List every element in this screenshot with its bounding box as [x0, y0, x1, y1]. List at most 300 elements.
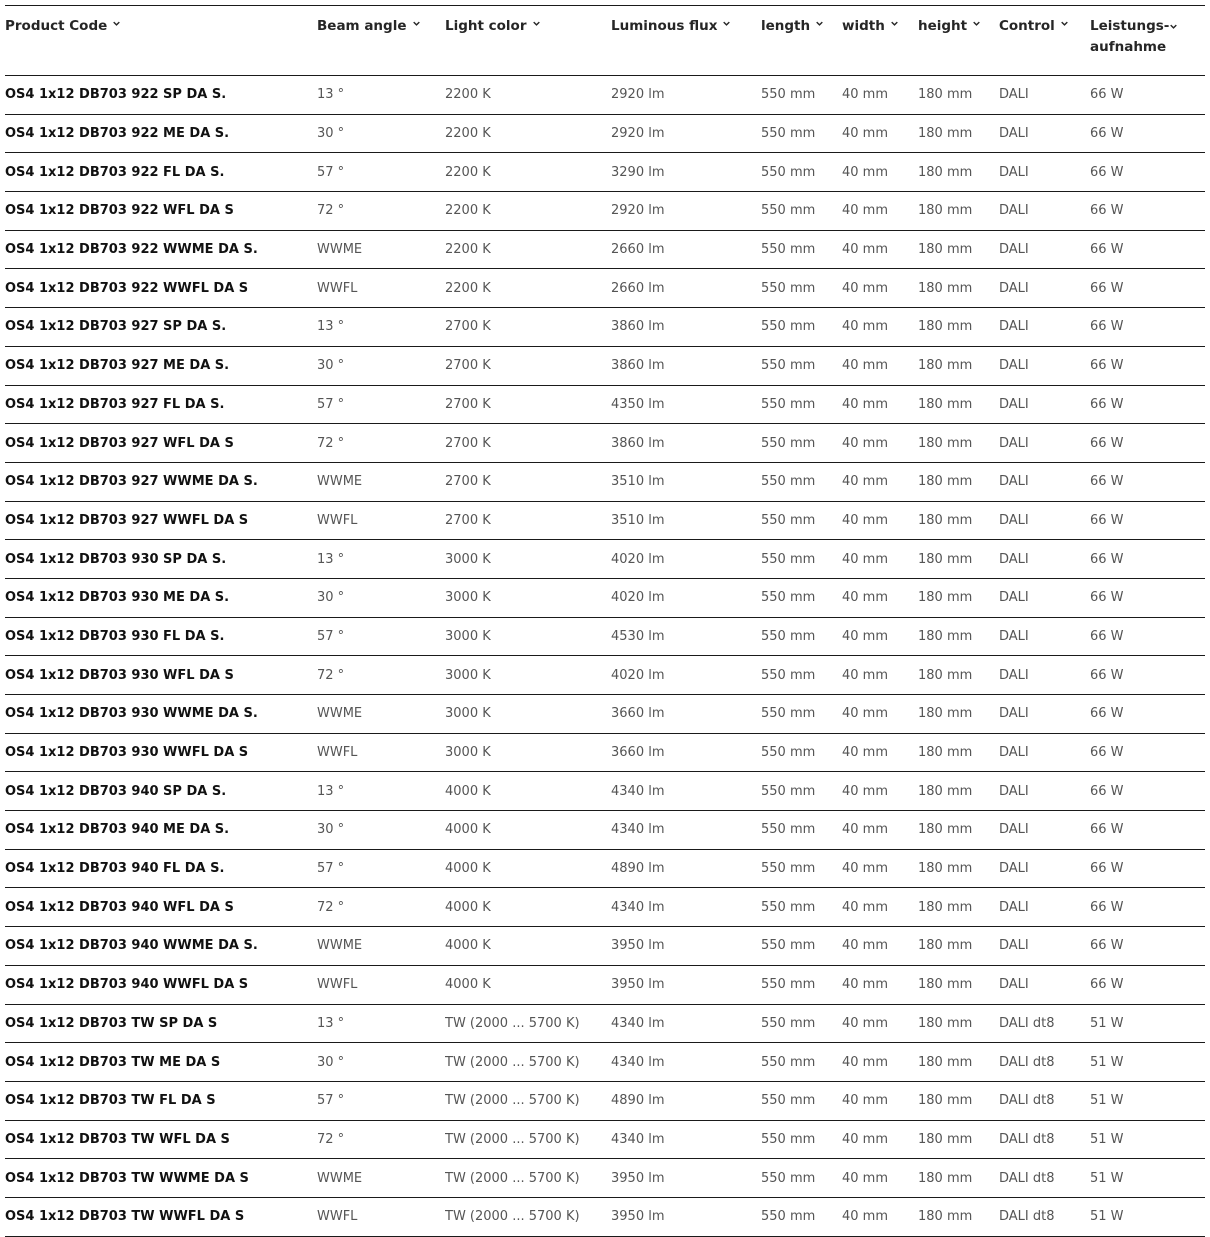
cell-leistungsaufnahme: 66 W — [1090, 628, 1124, 644]
cell-luminous-flux: 4340 lm — [611, 1054, 665, 1070]
cell-length: 550 mm — [761, 861, 816, 877]
cell-leistungsaufnahme: 66 W — [1090, 745, 1124, 761]
table-row — [5, 578, 1205, 617]
cell-product-code: OS4 1x12 DB703 940 WWFL DA S — [5, 977, 249, 993]
cell-height: 180 mm — [918, 87, 973, 103]
cell-width: 40 mm — [842, 126, 889, 142]
table-row — [5, 114, 1205, 153]
cell-leistungsaufnahme: 66 W — [1090, 512, 1124, 528]
cell-product-code: OS4 1x12 DB703 940 WFL DA S — [5, 899, 234, 915]
cell-leistungsaufnahme: 66 W — [1090, 358, 1124, 374]
cell-luminous-flux: 3860 lm — [611, 435, 665, 451]
cell-length: 550 mm — [761, 551, 816, 567]
table-header — [5, 6, 1205, 76]
cell-control: DALI — [999, 938, 1029, 954]
cell-beam-angle: 30 ° — [317, 1054, 345, 1070]
cell-leistungsaufnahme: 66 W — [1090, 126, 1124, 142]
cell-luminous-flux: 3950 lm — [611, 977, 665, 993]
cell-light-color: TW (2000 ... 5700 K) — [445, 1093, 580, 1109]
cell-height: 180 mm — [918, 126, 973, 142]
cell-product-code: OS4 1x12 DB703 TW FL DA S — [5, 1093, 216, 1109]
cell-width: 40 mm — [842, 628, 889, 644]
table-row — [5, 192, 1205, 231]
cell-luminous-flux: 4340 lm — [611, 783, 665, 799]
cell-length: 550 mm — [761, 1170, 816, 1186]
cell-luminous-flux: 4340 lm — [611, 1131, 665, 1147]
cell-height: 180 mm — [918, 861, 973, 877]
table-row — [5, 501, 1205, 540]
cell-control: DALI — [999, 745, 1029, 761]
cell-control: DALI — [999, 899, 1029, 915]
cell-leistungsaufnahme: 51 W — [1090, 1170, 1124, 1186]
table-row — [5, 153, 1205, 192]
cell-length: 550 mm — [761, 242, 816, 258]
table-row — [5, 1159, 1205, 1198]
cell-beam-angle: WWME — [317, 1170, 363, 1186]
cell-height: 180 mm — [918, 590, 973, 606]
cell-height: 180 mm — [918, 977, 973, 993]
product-table — [5, 5, 1205, 1237]
cell-width: 40 mm — [842, 319, 889, 335]
cell-product-code: OS4 1x12 DB703 922 ME DA S. — [5, 126, 230, 142]
cell-control: DALI — [999, 242, 1029, 258]
cell-width: 40 mm — [842, 164, 889, 180]
cell-product-code: OS4 1x12 DB703 930 WWFL DA S — [5, 745, 249, 761]
cell-product-code: OS4 1x12 DB703 922 FL DA S. — [5, 164, 225, 180]
cell-beam-angle: WWME — [317, 706, 363, 722]
cell-luminous-flux: 4890 lm — [611, 861, 665, 877]
cell-beam-angle: 13 ° — [317, 783, 345, 799]
cell-leistungsaufnahme: 66 W — [1090, 899, 1124, 915]
cell-width: 40 mm — [842, 1170, 889, 1186]
cell-control: DALI dt8 — [999, 1093, 1055, 1109]
cell-height: 180 mm — [918, 164, 973, 180]
cell-control: DALI — [999, 628, 1029, 644]
table-row — [5, 888, 1205, 927]
cell-light-color: 4000 K — [445, 938, 491, 954]
cell-length: 550 mm — [761, 745, 816, 761]
table-row — [5, 269, 1205, 308]
table-row — [5, 849, 1205, 888]
cell-length: 550 mm — [761, 126, 816, 142]
cell-width: 40 mm — [842, 1015, 889, 1031]
column-header-label: Luminous flux — [611, 18, 718, 34]
cell-luminous-flux: 3510 lm — [611, 512, 665, 528]
cell-leistungsaufnahme: 51 W — [1090, 1093, 1124, 1109]
cell-height: 180 mm — [918, 1209, 973, 1225]
cell-length: 550 mm — [761, 667, 816, 683]
cell-width: 40 mm — [842, 1093, 889, 1109]
cell-height: 180 mm — [918, 899, 973, 915]
cell-light-color: 2700 K — [445, 474, 491, 490]
cell-luminous-flux: 4020 lm — [611, 667, 665, 683]
cell-height: 180 mm — [918, 242, 973, 258]
cell-control: DALI — [999, 87, 1029, 103]
cell-control: DALI dt8 — [999, 1054, 1055, 1070]
cell-length: 550 mm — [761, 1015, 816, 1031]
table-row — [5, 540, 1205, 579]
cell-light-color: 2700 K — [445, 358, 491, 374]
cell-leistungsaufnahme: 66 W — [1090, 280, 1124, 296]
cell-product-code: OS4 1x12 DB703 922 SP DA S. — [5, 87, 227, 103]
cell-height: 180 mm — [918, 745, 973, 761]
cell-leistungsaufnahme: 66 W — [1090, 474, 1124, 490]
cell-height: 180 mm — [918, 1131, 973, 1147]
cell-product-code: OS4 1x12 DB703 940 ME DA S. — [5, 822, 230, 838]
cell-length: 550 mm — [761, 1209, 816, 1225]
column-header-label: Product Code — [5, 18, 108, 34]
cell-product-code: OS4 1x12 DB703 922 WWME DA S. — [5, 242, 258, 258]
cell-product-code: OS4 1x12 DB703 TW WWME DA S — [5, 1170, 249, 1186]
cell-height: 180 mm — [918, 1054, 973, 1070]
cell-luminous-flux: 3290 lm — [611, 164, 665, 180]
cell-length: 550 mm — [761, 396, 816, 412]
cell-leistungsaufnahme: 66 W — [1090, 783, 1124, 799]
cell-height: 180 mm — [918, 280, 973, 296]
cell-light-color: TW (2000 ... 5700 K) — [445, 1054, 580, 1070]
cell-light-color: 2700 K — [445, 319, 491, 335]
cell-beam-angle: 57 ° — [317, 164, 345, 180]
cell-leistungsaufnahme: 51 W — [1090, 1131, 1124, 1147]
cell-beam-angle: WWME — [317, 938, 363, 954]
cell-control: DALI dt8 — [999, 1209, 1055, 1225]
cell-luminous-flux: 2660 lm — [611, 242, 665, 258]
column-header-label: Control — [999, 18, 1055, 34]
cell-luminous-flux: 2920 lm — [611, 126, 665, 142]
cell-light-color: 4000 K — [445, 899, 491, 915]
cell-length: 550 mm — [761, 899, 816, 915]
column-header-label: width — [842, 18, 885, 34]
cell-leistungsaufnahme: 51 W — [1090, 1015, 1124, 1031]
header-row — [5, 6, 1205, 76]
cell-control: DALI — [999, 667, 1029, 683]
cell-length: 550 mm — [761, 358, 816, 374]
cell-light-color: 2200 K — [445, 87, 491, 103]
cell-product-code: OS4 1x12 DB703 940 FL DA S. — [5, 861, 225, 877]
column-header-label: Beam angle — [317, 18, 407, 34]
chevron-down-icon — [973, 20, 980, 27]
cell-width: 40 mm — [842, 242, 889, 258]
cell-length: 550 mm — [761, 512, 816, 528]
cell-light-color: 2200 K — [445, 280, 491, 296]
cell-light-color: 4000 K — [445, 861, 491, 877]
table-row — [5, 1120, 1205, 1159]
table-row — [5, 695, 1205, 734]
cell-length: 550 mm — [761, 319, 816, 335]
cell-product-code: OS4 1x12 DB703 TW WFL DA S — [5, 1131, 230, 1147]
table-row — [5, 1043, 1205, 1082]
cell-leistungsaufnahme: 66 W — [1090, 861, 1124, 877]
cell-beam-angle: 13 ° — [317, 551, 345, 567]
cell-luminous-flux: 3860 lm — [611, 358, 665, 374]
cell-control: DALI — [999, 203, 1029, 219]
cell-beam-angle: WWFL — [317, 512, 358, 528]
table-row — [5, 1197, 1205, 1236]
cell-beam-angle: 13 ° — [317, 1015, 345, 1031]
cell-control: DALI — [999, 861, 1029, 877]
cell-height: 180 mm — [918, 396, 973, 412]
cell-light-color: 4000 K — [445, 822, 491, 838]
cell-control: DALI dt8 — [999, 1170, 1055, 1186]
cell-width: 40 mm — [842, 280, 889, 296]
cell-product-code: OS4 1x12 DB703 TW SP DA S — [5, 1015, 218, 1031]
cell-leistungsaufnahme: 51 W — [1090, 1209, 1124, 1225]
cell-control: DALI — [999, 822, 1029, 838]
cell-light-color: 2200 K — [445, 164, 491, 180]
cell-height: 180 mm — [918, 512, 973, 528]
cell-product-code: OS4 1x12 DB703 TW WWFL DA S — [5, 1209, 245, 1225]
cell-width: 40 mm — [842, 938, 889, 954]
cell-width: 40 mm — [842, 745, 889, 761]
cell-light-color: 2200 K — [445, 203, 491, 219]
cell-beam-angle: 30 ° — [317, 126, 345, 142]
cell-height: 180 mm — [918, 319, 973, 335]
cell-length: 550 mm — [761, 783, 816, 799]
cell-width: 40 mm — [842, 203, 889, 219]
cell-width: 40 mm — [842, 396, 889, 412]
table-row — [5, 617, 1205, 656]
cell-leistungsaufnahme: 66 W — [1090, 977, 1124, 993]
cell-width: 40 mm — [842, 551, 889, 567]
chevron-down-icon — [533, 20, 540, 27]
cell-height: 180 mm — [918, 706, 973, 722]
column-header-leistungsaufnahme[interactable] — [1090, 6, 1205, 76]
cell-luminous-flux: 4340 lm — [611, 822, 665, 838]
cell-control: DALI — [999, 164, 1029, 180]
cell-leistungsaufnahme: 66 W — [1090, 164, 1124, 180]
cell-light-color: TW (2000 ... 5700 K) — [445, 1170, 580, 1186]
cell-height: 180 mm — [918, 1015, 973, 1031]
cell-width: 40 mm — [842, 590, 889, 606]
cell-height: 180 mm — [918, 203, 973, 219]
cell-width: 40 mm — [842, 783, 889, 799]
cell-beam-angle: WWFL — [317, 1209, 358, 1225]
cell-beam-angle: WWME — [317, 474, 363, 490]
cell-product-code: OS4 1x12 DB703 930 WFL DA S — [5, 667, 234, 683]
cell-length: 550 mm — [761, 628, 816, 644]
column-header-control[interactable] — [999, 6, 1090, 76]
cell-product-code: OS4 1x12 DB703 TW ME DA S — [5, 1054, 221, 1070]
column-header-label: Light color — [445, 18, 527, 34]
cell-leistungsaufnahme: 66 W — [1090, 203, 1124, 219]
cell-light-color: 3000 K — [445, 745, 491, 761]
cell-beam-angle: 13 ° — [317, 87, 345, 103]
column-header-label: height — [918, 18, 968, 34]
chevron-down-icon — [1061, 20, 1068, 27]
column-header-beam-angle[interactable] — [317, 6, 445, 76]
cell-luminous-flux: 3660 lm — [611, 745, 665, 761]
cell-light-color: 4000 K — [445, 977, 491, 993]
cell-length: 550 mm — [761, 435, 816, 451]
cell-width: 40 mm — [842, 861, 889, 877]
cell-beam-angle: 30 ° — [317, 822, 345, 838]
cell-beam-angle: 57 ° — [317, 628, 345, 644]
cell-control: DALI dt8 — [999, 1015, 1055, 1031]
cell-length: 550 mm — [761, 977, 816, 993]
cell-leistungsaufnahme: 66 W — [1090, 319, 1124, 335]
cell-product-code: OS4 1x12 DB703 927 WFL DA S — [5, 435, 234, 451]
cell-beam-angle: WWFL — [317, 977, 358, 993]
column-header-luminous-flux[interactable] — [611, 6, 761, 76]
cell-length: 550 mm — [761, 1093, 816, 1109]
cell-control: DALI — [999, 319, 1029, 335]
cell-height: 180 mm — [918, 783, 973, 799]
cell-leistungsaufnahme: 66 W — [1090, 667, 1124, 683]
cell-width: 40 mm — [842, 512, 889, 528]
cell-control: DALI dt8 — [999, 1131, 1055, 1147]
cell-beam-angle: 72 ° — [317, 667, 345, 683]
cell-height: 180 mm — [918, 358, 973, 374]
cell-leistungsaufnahme: 66 W — [1090, 551, 1124, 567]
cell-width: 40 mm — [842, 706, 889, 722]
cell-length: 550 mm — [761, 203, 816, 219]
table-row — [5, 1004, 1205, 1043]
chevron-down-icon — [723, 20, 730, 27]
cell-leistungsaufnahme: 51 W — [1090, 1054, 1124, 1070]
cell-luminous-flux: 3510 lm — [611, 474, 665, 490]
cell-beam-angle: 13 ° — [317, 319, 345, 335]
cell-control: DALI — [999, 706, 1029, 722]
table-row — [5, 230, 1205, 269]
cell-height: 180 mm — [918, 938, 973, 954]
cell-width: 40 mm — [842, 899, 889, 915]
cell-leistungsaufnahme: 66 W — [1090, 938, 1124, 954]
table-row — [5, 733, 1205, 772]
cell-control: DALI — [999, 280, 1029, 296]
cell-height: 180 mm — [918, 628, 973, 644]
cell-luminous-flux: 3660 lm — [611, 706, 665, 722]
cell-length: 550 mm — [761, 706, 816, 722]
cell-length: 550 mm — [761, 1131, 816, 1147]
cell-length: 550 mm — [761, 164, 816, 180]
cell-beam-angle: 57 ° — [317, 396, 345, 412]
cell-beam-angle: 72 ° — [317, 1131, 345, 1147]
chevron-down-icon — [413, 20, 420, 27]
cell-length: 550 mm — [761, 474, 816, 490]
cell-light-color: 2200 K — [445, 126, 491, 142]
column-header-length[interactable] — [761, 6, 842, 76]
cell-height: 180 mm — [918, 1093, 973, 1109]
cell-product-code: OS4 1x12 DB703 927 WWME DA S. — [5, 474, 258, 490]
cell-product-code: OS4 1x12 DB703 922 WFL DA S — [5, 203, 234, 219]
cell-leistungsaufnahme: 66 W — [1090, 435, 1124, 451]
cell-width: 40 mm — [842, 977, 889, 993]
cell-leistungsaufnahme: 66 W — [1090, 822, 1124, 838]
column-header-height[interactable] — [918, 6, 999, 76]
table-row — [5, 965, 1205, 1004]
cell-product-code: OS4 1x12 DB703 940 WWME DA S. — [5, 938, 258, 954]
table-row — [5, 424, 1205, 463]
cell-length: 550 mm — [761, 87, 816, 103]
cell-height: 180 mm — [918, 822, 973, 838]
cell-height: 180 mm — [918, 474, 973, 490]
cell-product-code: OS4 1x12 DB703 930 ME DA S. — [5, 590, 230, 606]
cell-product-code: OS4 1x12 DB703 930 FL DA S. — [5, 628, 225, 644]
cell-length: 550 mm — [761, 938, 816, 954]
chevron-down-icon — [1170, 23, 1177, 30]
table-row — [5, 772, 1205, 811]
cell-length: 550 mm — [761, 822, 816, 838]
cell-control: DALI — [999, 783, 1029, 799]
cell-light-color: 2700 K — [445, 512, 491, 528]
cell-product-code: OS4 1x12 DB703 927 ME DA S. — [5, 358, 230, 374]
cell-product-code: OS4 1x12 DB703 930 WWME DA S. — [5, 706, 258, 722]
column-header-light-color[interactable] — [445, 6, 611, 76]
cell-beam-angle: 72 ° — [317, 435, 345, 451]
cell-leistungsaufnahme: 66 W — [1090, 706, 1124, 722]
cell-luminous-flux: 3950 lm — [611, 1209, 665, 1225]
cell-luminous-flux: 4340 lm — [611, 899, 665, 915]
cell-width: 40 mm — [842, 1131, 889, 1147]
cell-beam-angle: WWFL — [317, 280, 358, 296]
chevron-down-icon — [891, 20, 898, 27]
column-header-product-code[interactable] — [5, 6, 317, 76]
table-row — [5, 346, 1205, 385]
cell-width: 40 mm — [842, 1209, 889, 1225]
cell-light-color: 3000 K — [445, 628, 491, 644]
cell-control: DALI — [999, 977, 1029, 993]
cell-control: DALI — [999, 551, 1029, 567]
cell-length: 550 mm — [761, 280, 816, 296]
cell-light-color: 3000 K — [445, 551, 491, 567]
cell-control: DALI — [999, 474, 1029, 490]
cell-control: DALI — [999, 590, 1029, 606]
cell-leistungsaufnahme: 66 W — [1090, 87, 1124, 103]
chevron-down-icon — [816, 20, 823, 27]
cell-height: 180 mm — [918, 1170, 973, 1186]
cell-leistungsaufnahme: 66 W — [1090, 396, 1124, 412]
cell-luminous-flux: 4350 lm — [611, 396, 665, 412]
cell-control: DALI — [999, 435, 1029, 451]
table-row — [5, 656, 1205, 695]
cell-length: 550 mm — [761, 1054, 816, 1070]
cell-control: DALI — [999, 358, 1029, 374]
cell-luminous-flux: 3860 lm — [611, 319, 665, 335]
cell-leistungsaufnahme: 66 W — [1090, 242, 1124, 258]
cell-luminous-flux: 4530 lm — [611, 628, 665, 644]
cell-control: DALI — [999, 512, 1029, 528]
cell-light-color: TW (2000 ... 5700 K) — [445, 1131, 580, 1147]
cell-beam-angle: 72 ° — [317, 899, 345, 915]
cell-beam-angle: 30 ° — [317, 358, 345, 374]
cell-height: 180 mm — [918, 435, 973, 451]
cell-beam-angle: 57 ° — [317, 1093, 345, 1109]
cell-luminous-flux: 4340 lm — [611, 1015, 665, 1031]
cell-product-code: OS4 1x12 DB703 927 WWFL DA S — [5, 512, 249, 528]
cell-light-color: TW (2000 ... 5700 K) — [445, 1209, 580, 1225]
column-header-width[interactable] — [842, 6, 918, 76]
cell-width: 40 mm — [842, 822, 889, 838]
cell-luminous-flux: 4020 lm — [611, 590, 665, 606]
cell-beam-angle: WWME — [317, 242, 363, 258]
cell-product-code: OS4 1x12 DB703 927 SP DA S. — [5, 319, 227, 335]
cell-height: 180 mm — [918, 551, 973, 567]
cell-beam-angle: 57 ° — [317, 861, 345, 877]
cell-width: 40 mm — [842, 1054, 889, 1070]
chevron-down-icon — [113, 20, 120, 27]
cell-luminous-flux: 2660 lm — [611, 280, 665, 296]
cell-width: 40 mm — [842, 435, 889, 451]
cell-luminous-flux: 4890 lm — [611, 1093, 665, 1109]
cell-luminous-flux: 2920 lm — [611, 203, 665, 219]
product-table-container — [5, 5, 1205, 1237]
cell-height: 180 mm — [918, 667, 973, 683]
cell-control: DALI — [999, 396, 1029, 412]
table-row — [5, 385, 1205, 424]
cell-light-color: 2700 K — [445, 396, 491, 412]
cell-light-color: 2200 K — [445, 242, 491, 258]
cell-product-code: OS4 1x12 DB703 927 FL DA S. — [5, 396, 225, 412]
